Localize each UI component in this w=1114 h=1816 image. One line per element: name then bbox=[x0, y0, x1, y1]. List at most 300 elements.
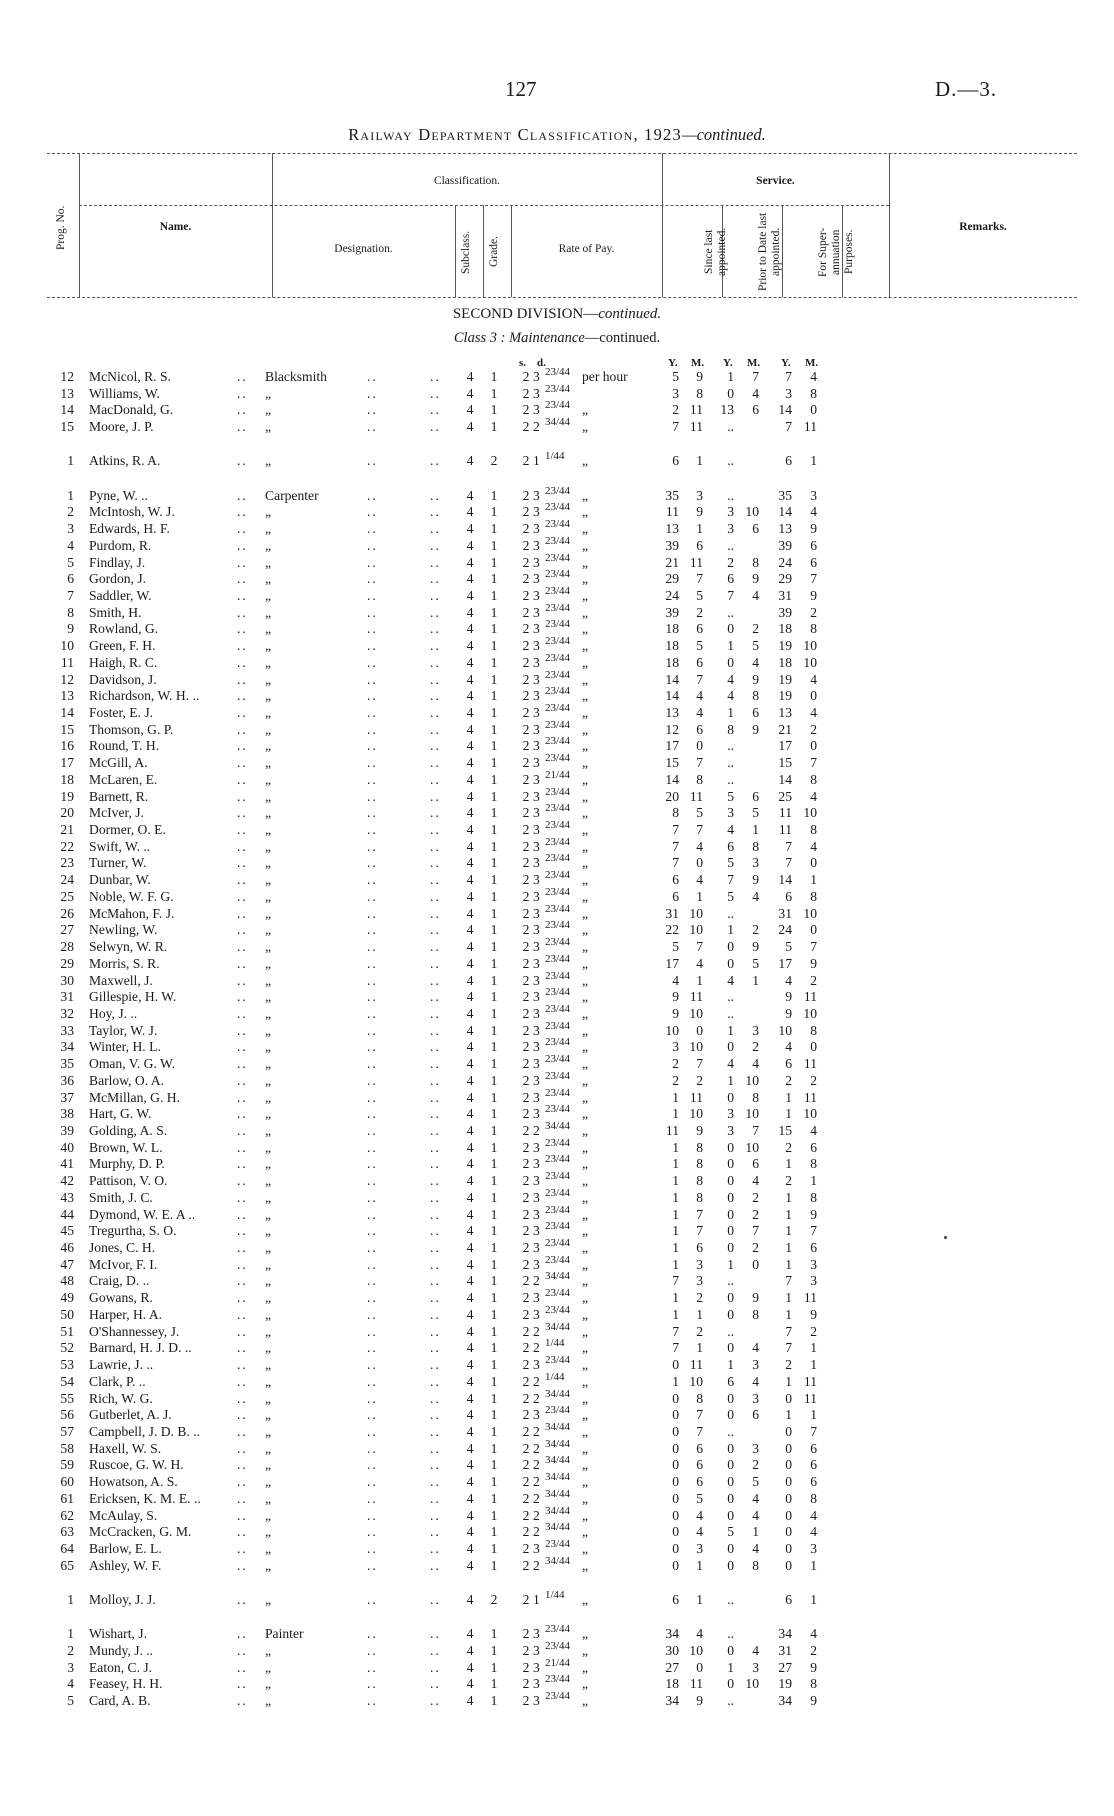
prior-years: 5 bbox=[727, 1524, 734, 1540]
leader-dots: .. bbox=[367, 587, 378, 603]
row-number: 33 bbox=[60, 1022, 74, 1038]
pay-fraction: 23/44 bbox=[545, 1253, 571, 1266]
leader-dots: .. bbox=[237, 1123, 248, 1138]
prior-years: 4 bbox=[727, 688, 734, 704]
grade: 1 bbox=[490, 1357, 498, 1372]
since-years: 14 bbox=[665, 771, 679, 787]
super-months: 0 bbox=[810, 738, 817, 754]
leader-dots: .. bbox=[367, 721, 378, 737]
pay-pence: 3 bbox=[533, 1407, 540, 1423]
since-months: 11 bbox=[689, 1357, 703, 1372]
leader-dots: .. bbox=[430, 571, 441, 587]
super-years: 15 bbox=[778, 755, 792, 771]
leader-dots: .. bbox=[237, 1457, 248, 1473]
row-number: 3 bbox=[67, 1659, 74, 1675]
since-months: 6 bbox=[696, 1240, 703, 1255]
super-months: 7 bbox=[810, 571, 817, 587]
prior-years: 1 bbox=[727, 705, 734, 720]
prior-years: 3 bbox=[727, 805, 734, 821]
prior-months: 5 bbox=[752, 805, 759, 821]
designation: „ bbox=[265, 939, 272, 954]
grade: 1 bbox=[490, 771, 498, 787]
leader-dots: .. bbox=[430, 705, 441, 720]
pay-shillings: 2 bbox=[522, 771, 530, 787]
pay-shillings: 2 bbox=[522, 872, 530, 888]
pay-fraction: 23/44 bbox=[545, 835, 571, 848]
pay-unit: „ bbox=[582, 788, 589, 804]
pay-shillings: 2 bbox=[522, 604, 530, 620]
leader-dots: .. bbox=[367, 1223, 378, 1239]
pay-shillings: 2 bbox=[522, 504, 530, 520]
pay-pence: 3 bbox=[533, 1290, 540, 1306]
super-months: 6 bbox=[810, 537, 817, 553]
since-months: 4 bbox=[696, 688, 703, 704]
leader-dots: .. bbox=[237, 822, 248, 837]
prior-months: 4 bbox=[752, 1340, 759, 1356]
since-years: 0 bbox=[672, 1507, 679, 1523]
staff-name: Clark, P. .. bbox=[89, 1373, 146, 1389]
super-months: 10 bbox=[803, 654, 817, 670]
since-years: 30 bbox=[665, 1642, 679, 1658]
leader-dots: .. bbox=[237, 872, 248, 888]
pay-pence: 2 bbox=[533, 1323, 540, 1339]
leader-dots: .. bbox=[367, 989, 378, 1005]
pay-unit: „ bbox=[582, 1357, 589, 1372]
prior-months: 6 bbox=[752, 521, 759, 536]
class-suffix: —continued. bbox=[584, 330, 661, 346]
leader-dots: .. bbox=[367, 521, 378, 536]
pay-pence: 3 bbox=[533, 369, 540, 384]
subclass: 4 bbox=[466, 1557, 474, 1573]
since-years: 3 bbox=[672, 1039, 679, 1055]
grade: 1 bbox=[490, 1089, 498, 1105]
leader-dots: .. bbox=[367, 1189, 378, 1205]
leader-dots: .. bbox=[237, 1357, 248, 1372]
since-years: 0 bbox=[672, 1557, 679, 1573]
grade: 1 bbox=[490, 1189, 498, 1205]
subclass: 4 bbox=[466, 1056, 474, 1072]
super-months: 10 bbox=[803, 638, 817, 654]
pay-shillings: 2 bbox=[522, 1591, 530, 1607]
pay-shillings: 2 bbox=[522, 1273, 530, 1289]
prior-months: 10 bbox=[745, 1139, 759, 1155]
pay-fraction: 23/44 bbox=[545, 1237, 571, 1249]
header-for-superannuation: For Super- annuation Purposes. bbox=[817, 227, 855, 277]
row-number: 55 bbox=[60, 1390, 74, 1406]
since-months: 5 bbox=[696, 1490, 703, 1506]
leader-dots: .. bbox=[367, 939, 378, 954]
prior-years: .. bbox=[727, 487, 734, 503]
pay-unit: „ bbox=[582, 1373, 589, 1389]
prior-months: 4 bbox=[752, 587, 759, 603]
since-months: 7 bbox=[696, 1407, 703, 1423]
pay-fraction: 23/44 bbox=[545, 1354, 571, 1366]
title-suffix: —continued. bbox=[681, 125, 766, 144]
pay-fraction: 23/44 bbox=[545, 518, 571, 530]
pay-unit: „ bbox=[582, 1273, 589, 1289]
grade: 1 bbox=[490, 621, 498, 637]
leader-dots: .. bbox=[430, 671, 441, 687]
since-years: 24 bbox=[665, 587, 679, 603]
super-months: 11 bbox=[803, 989, 817, 1005]
subclass: 4 bbox=[466, 738, 474, 754]
prior-months: 3 bbox=[752, 1357, 759, 1372]
subclass: 4 bbox=[466, 1474, 474, 1490]
staff-name: Morris, S. R. bbox=[89, 955, 160, 971]
grade: 1 bbox=[490, 1056, 498, 1072]
pay-unit: „ bbox=[582, 1173, 589, 1189]
row-number: 18 bbox=[60, 771, 74, 787]
row-number: 1 bbox=[67, 487, 74, 503]
since-years: 0 bbox=[672, 1490, 679, 1506]
pay-unit: „ bbox=[582, 1340, 589, 1356]
row-number: 14 bbox=[60, 402, 74, 418]
since-months: 2 bbox=[696, 604, 703, 620]
pay-shillings: 2 bbox=[522, 369, 530, 384]
since-years: 2 bbox=[672, 1072, 679, 1088]
designation: „ bbox=[265, 638, 272, 654]
pay-unit: „ bbox=[582, 402, 589, 418]
prior-years: 0 bbox=[727, 1407, 734, 1423]
subclass: 4 bbox=[466, 922, 474, 938]
row-number: 37 bbox=[60, 1089, 74, 1105]
super-years: 14 bbox=[778, 872, 792, 888]
super-months: 9 bbox=[810, 1659, 817, 1675]
leader-dots: .. bbox=[430, 1474, 441, 1490]
staff-name: McAulay, S. bbox=[89, 1507, 158, 1523]
super-years: 29 bbox=[778, 571, 792, 587]
designation: „ bbox=[265, 771, 272, 787]
grade: 1 bbox=[490, 1390, 498, 1406]
pay-unit: „ bbox=[582, 1072, 589, 1088]
prior-months: 9 bbox=[752, 1290, 759, 1306]
pay-fraction: 1/44 bbox=[545, 1588, 565, 1601]
prior-months: 10 bbox=[745, 1072, 759, 1088]
row-number: 13 bbox=[60, 688, 74, 704]
pay-shillings: 2 bbox=[522, 1524, 530, 1540]
leader-dots: .. bbox=[367, 1256, 378, 1272]
super-months: 6 bbox=[810, 1457, 817, 1473]
leader-dots: .. bbox=[237, 638, 248, 654]
since-years: 39 bbox=[665, 604, 679, 620]
pay-pence: 3 bbox=[533, 487, 540, 503]
pay-shillings: 2 bbox=[522, 721, 530, 737]
since-months: 7 bbox=[696, 822, 703, 837]
designation: „ bbox=[265, 805, 272, 821]
pay-fraction: 23/44 bbox=[545, 1287, 571, 1300]
leader-dots: .. bbox=[430, 1039, 441, 1055]
super-months: 8 bbox=[810, 771, 817, 787]
pay-fraction: 23/44 bbox=[545, 952, 571, 965]
pay-fraction: 23/44 bbox=[545, 484, 571, 497]
since-years: 0 bbox=[672, 1423, 679, 1439]
pay-pence: 3 bbox=[533, 755, 540, 771]
grade: 1 bbox=[490, 537, 498, 553]
grade: 1 bbox=[490, 855, 498, 871]
leader-dots: .. bbox=[367, 905, 378, 921]
designation: „ bbox=[265, 1407, 272, 1423]
pay-unit: „ bbox=[582, 1541, 589, 1556]
prior-years: 8 bbox=[727, 721, 734, 737]
leader-dots: .. bbox=[367, 838, 378, 854]
pay-fraction: 23/44 bbox=[545, 902, 571, 915]
pay-pence: 3 bbox=[533, 1659, 540, 1675]
designation: „ bbox=[265, 1357, 272, 1372]
prior-months: 4 bbox=[752, 1541, 759, 1556]
pay-fraction: 34/44 bbox=[545, 1437, 571, 1450]
since-months: 3 bbox=[696, 487, 703, 503]
grade: 1 bbox=[490, 905, 498, 921]
designation: „ bbox=[265, 822, 272, 837]
leader-dots: .. bbox=[237, 1173, 248, 1189]
prior-months: 10 bbox=[745, 1106, 759, 1122]
leader-dots: .. bbox=[430, 1524, 441, 1540]
leader-dots: .. bbox=[367, 1056, 378, 1072]
subclass: 4 bbox=[466, 571, 474, 587]
subclass: 4 bbox=[466, 1591, 474, 1607]
grade: 1 bbox=[490, 738, 498, 754]
subclass: 4 bbox=[466, 1323, 474, 1339]
super-months: 6 bbox=[810, 554, 817, 570]
designation: „ bbox=[265, 1440, 272, 1456]
subclass: 4 bbox=[466, 1693, 474, 1708]
leader-dots: .. bbox=[237, 1340, 248, 1356]
since-months: 11 bbox=[689, 554, 703, 570]
super-years: 1 bbox=[785, 1290, 792, 1306]
pay-unit: „ bbox=[582, 1240, 589, 1255]
pay-pence: 3 bbox=[533, 1541, 540, 1556]
subclass: 4 bbox=[466, 1022, 474, 1038]
super-years: 18 bbox=[778, 621, 792, 637]
super-years: 6 bbox=[785, 453, 792, 469]
row-number: 32 bbox=[60, 1005, 74, 1021]
pay-shillings: 2 bbox=[522, 755, 530, 771]
leader-dots: .. bbox=[430, 1440, 441, 1456]
pay-pence: 2 bbox=[533, 1507, 540, 1523]
grade: 1 bbox=[490, 872, 498, 888]
since-years: 7 bbox=[672, 419, 679, 435]
pay-pence: 3 bbox=[533, 1005, 540, 1021]
subclass: 4 bbox=[466, 1139, 474, 1155]
leader-dots: .. bbox=[367, 855, 378, 871]
prior-years: 5 bbox=[727, 855, 734, 871]
row-number: 62 bbox=[60, 1507, 74, 1523]
prior-months: 9 bbox=[752, 939, 759, 954]
leader-dots: .. bbox=[237, 1273, 248, 1289]
pay-pence: 3 bbox=[533, 1626, 540, 1642]
pay-unit: „ bbox=[582, 1323, 589, 1339]
section-title-suffix: continued. bbox=[598, 306, 662, 322]
subclass: 4 bbox=[466, 1490, 474, 1506]
leader-dots: .. bbox=[367, 1693, 378, 1708]
since-years: 0 bbox=[672, 1390, 679, 1406]
pay-shillings: 2 bbox=[522, 671, 530, 687]
super-months: 7 bbox=[810, 755, 817, 771]
pay-unit: „ bbox=[582, 888, 589, 904]
pay-fraction: 23/44 bbox=[545, 382, 571, 395]
since-months: 6 bbox=[696, 1457, 703, 1473]
leader-dots: .. bbox=[237, 587, 248, 603]
super-months: 11 bbox=[803, 1390, 817, 1406]
super-months: 11 bbox=[803, 1290, 817, 1306]
pay-pence: 3 bbox=[533, 972, 540, 988]
designation: „ bbox=[265, 1039, 272, 1055]
super-years: 1 bbox=[785, 1256, 792, 1272]
row-number: 1 bbox=[67, 453, 74, 469]
designation: „ bbox=[265, 1507, 272, 1523]
prior-years: 0 bbox=[727, 1457, 734, 1473]
leader-dots: .. bbox=[367, 638, 378, 654]
staff-name: Foster, E. J. bbox=[89, 705, 154, 720]
staff-name: Moore, J. P. bbox=[89, 419, 154, 435]
pay-shillings: 2 bbox=[522, 1626, 530, 1642]
pay-pence: 2 bbox=[533, 1390, 540, 1406]
super-months: 8 bbox=[810, 1676, 817, 1692]
grade: 1 bbox=[490, 604, 498, 620]
super-years: 0 bbox=[785, 1390, 792, 1406]
designation: „ bbox=[265, 1659, 272, 1675]
prior-years: 1 bbox=[727, 1357, 734, 1372]
grade: 1 bbox=[490, 369, 498, 384]
prior-years: 0 bbox=[727, 621, 734, 637]
row-number: 12 bbox=[60, 671, 74, 687]
grade: 1 bbox=[490, 1642, 498, 1658]
pay-shillings: 2 bbox=[522, 1072, 530, 1088]
leader-dots: .. bbox=[430, 905, 441, 921]
super-years: 1 bbox=[785, 1223, 792, 1239]
subclass: 4 bbox=[466, 1005, 474, 1021]
row-number: 49 bbox=[60, 1290, 74, 1306]
leader-dots: .. bbox=[237, 504, 248, 520]
pay-shillings: 2 bbox=[522, 1240, 530, 1255]
prior-years: 5 bbox=[727, 888, 734, 904]
pay-shillings: 2 bbox=[522, 1507, 530, 1523]
pay-unit: „ bbox=[582, 1457, 589, 1473]
designation: „ bbox=[265, 872, 272, 888]
subclass: 4 bbox=[466, 872, 474, 888]
prior-years: 0 bbox=[727, 1440, 734, 1456]
designation: „ bbox=[265, 955, 272, 971]
super-months: 9 bbox=[810, 1693, 817, 1708]
pay-fraction: 23/44 bbox=[545, 1538, 571, 1550]
prior-years: .. bbox=[727, 1423, 734, 1439]
designation: „ bbox=[265, 888, 272, 904]
designation: „ bbox=[265, 1189, 272, 1205]
grade: 1 bbox=[490, 1290, 498, 1306]
pay-fraction: 23/44 bbox=[545, 399, 571, 412]
staff-name: Swift, W. .. bbox=[89, 838, 151, 854]
super-months: 9 bbox=[810, 955, 817, 971]
pay-unit: „ bbox=[582, 688, 589, 704]
leader-dots: .. bbox=[237, 402, 248, 418]
leader-dots: .. bbox=[430, 1072, 441, 1088]
pay-pence: 3 bbox=[533, 955, 540, 971]
leader-dots: .. bbox=[237, 855, 248, 871]
grade: 1 bbox=[490, 972, 498, 988]
pay-unit: „ bbox=[582, 1223, 589, 1239]
leader-dots: .. bbox=[367, 621, 378, 637]
staff-name: Round, T. H. bbox=[89, 738, 160, 754]
staff-name: Gordon, J. bbox=[89, 571, 147, 587]
pay-fraction: 23/44 bbox=[545, 366, 571, 378]
super-years: 13 bbox=[778, 521, 792, 536]
prior-years: 0 bbox=[727, 1139, 734, 1155]
since-years: 6 bbox=[672, 1591, 679, 1607]
prior-months: 2 bbox=[752, 621, 759, 637]
subclass: 4 bbox=[466, 1106, 474, 1122]
prior-years: 6 bbox=[727, 1373, 734, 1389]
grade: 1 bbox=[490, 1306, 498, 1322]
staff-name: Smith, H. bbox=[89, 604, 142, 620]
leader-dots: .. bbox=[367, 872, 378, 888]
pay-pence: 3 bbox=[533, 872, 540, 888]
prior-years: 3 bbox=[727, 1123, 734, 1138]
section-title-main: SECOND DIVISION— bbox=[452, 306, 599, 322]
super-years: 17 bbox=[778, 738, 792, 754]
prior-years: 0 bbox=[727, 1240, 734, 1255]
pay-unit: „ bbox=[582, 822, 589, 837]
header-classification: Classification. bbox=[433, 175, 501, 187]
leader-dots: .. bbox=[237, 1306, 248, 1322]
pay-pence: 2 bbox=[533, 1524, 540, 1540]
leader-dots: .. bbox=[367, 805, 378, 821]
subclass: 4 bbox=[466, 688, 474, 704]
prior-years: 0 bbox=[727, 1290, 734, 1306]
pay-fraction: 23/44 bbox=[545, 1002, 571, 1015]
pay-pence: 3 bbox=[533, 1676, 540, 1692]
pay-shillings: 2 bbox=[522, 1423, 530, 1439]
subclass: 4 bbox=[466, 1524, 474, 1540]
leader-dots: .. bbox=[237, 1039, 248, 1055]
designation: „ bbox=[265, 385, 272, 401]
since-months: 4 bbox=[696, 838, 703, 854]
since-months: 9 bbox=[696, 1123, 703, 1138]
staff-name: Hoy, J. .. bbox=[89, 1005, 138, 1021]
staff-name: Hart, G. W. bbox=[89, 1106, 152, 1122]
since-months: 2 bbox=[696, 1290, 703, 1306]
grade: 1 bbox=[490, 1340, 498, 1356]
super-years: 6 bbox=[785, 1591, 792, 1607]
table-row bbox=[0, 416, 1114, 436]
subclass: 4 bbox=[466, 1273, 474, 1289]
pay-shillings: 2 bbox=[522, 419, 530, 435]
leader-dots: .. bbox=[237, 1524, 248, 1540]
since-months: 8 bbox=[696, 1189, 703, 1205]
staff-name: Haxell, W. S. bbox=[89, 1440, 162, 1456]
leader-dots: .. bbox=[367, 688, 378, 704]
designation: „ bbox=[265, 1306, 272, 1322]
designation: „ bbox=[265, 554, 272, 570]
leader-dots: .. bbox=[367, 972, 378, 988]
pay-unit: „ bbox=[582, 1390, 589, 1406]
pay-pence: 3 bbox=[533, 621, 540, 637]
super-years: 24 bbox=[778, 922, 792, 938]
leader-dots: .. bbox=[367, 1306, 378, 1322]
row-number: 1 bbox=[67, 1626, 74, 1642]
designation: „ bbox=[265, 453, 272, 469]
leader-dots: .. bbox=[237, 1022, 248, 1038]
pay-unit: „ bbox=[582, 1089, 589, 1105]
prior-years: .. bbox=[727, 1591, 734, 1607]
leader-dots: .. bbox=[237, 905, 248, 921]
prior-months: 6 bbox=[752, 402, 759, 418]
super-months: 8 bbox=[810, 385, 817, 401]
since-years: 39 bbox=[665, 537, 679, 553]
pay-unit: „ bbox=[582, 1256, 589, 1272]
pay-shillings: 2 bbox=[522, 1173, 530, 1189]
pay-shillings: 2 bbox=[522, 1557, 530, 1573]
pay-pence: 3 bbox=[533, 1240, 540, 1255]
